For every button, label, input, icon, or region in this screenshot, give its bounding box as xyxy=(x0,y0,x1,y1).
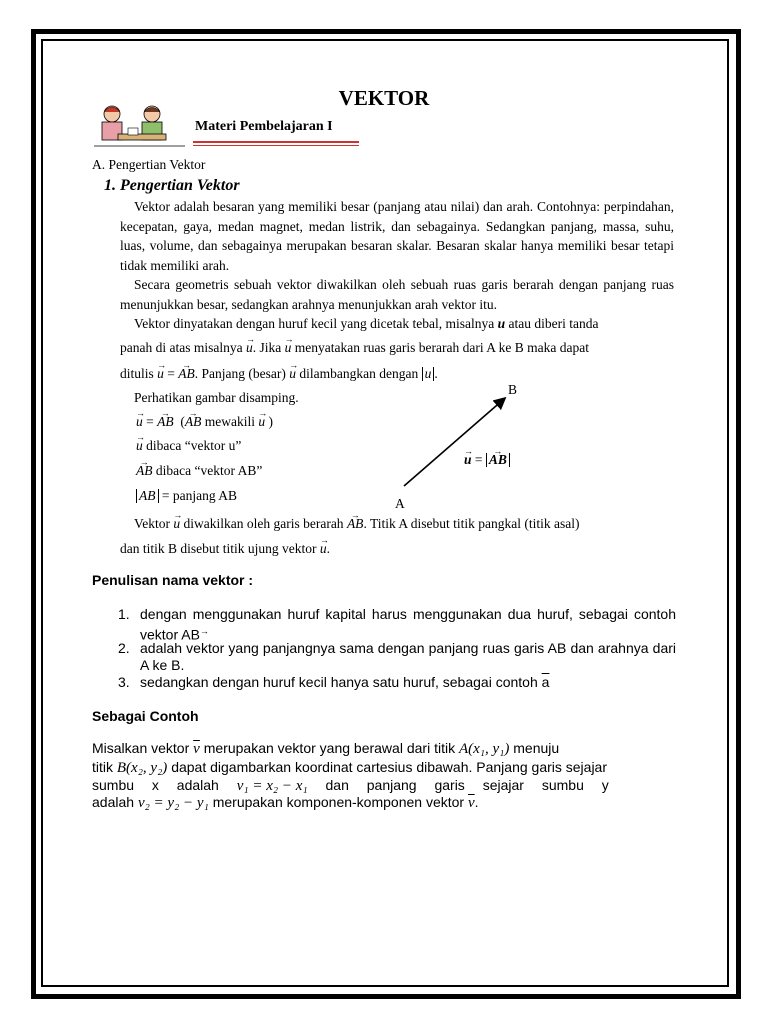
definition-line-2: → u dibaca “vektor u” xyxy=(136,436,241,456)
list-item: 1. dengan menggunakan huruf kapital harus menggunakan dua huruf, sebagai contoh vektor AB→ xyxy=(118,606,676,643)
instruction-text: Perhatikan gambar disamping. xyxy=(134,390,299,405)
list-item: 2. adalah vektor yang panjangnya sama dengan panjang ruas garis AB dan arahnya dari A ke B. xyxy=(118,640,676,673)
example-line-4: adalah v₂ = y₂ − y₁ merupakan komponen-komponen vektor $\overline{v}$. xyxy=(92,794,479,811)
paragraph-notation-line3: ditulis → u = → AB. Panjang (besar) → u dilambangkan dengan u . xyxy=(120,364,438,384)
definition-line-1: → u = → AB (→ AB mewakili → u ) xyxy=(136,412,273,432)
paragraph-notation-line2: panah di atas misalnya → u. Jika → u menyatakan ruas garis berarah dari A ke B maka dapat xyxy=(120,338,589,358)
magnitude-equation: → u = → AB xyxy=(464,450,510,470)
example-line-1: Misalkan vektor $\overline{v}$ merupakan vektor yang berawal dari titik A(x₁, y₁) menuju xyxy=(92,740,560,757)
students-clipart xyxy=(92,100,187,150)
paragraph-notation-line1: Vektor dinyatakan dengan huruf kecil yang dicetak tebal, misalnya u atau diberi tanda xyxy=(134,316,599,331)
definition-line-3: → AB dibaca “vektor AB” xyxy=(136,461,262,481)
point-a-label: A xyxy=(395,496,405,511)
example-line-3: sumbu x adalah v₁ = x₂ − x₁ dan panjang garis sejajar sumbu y xyxy=(92,777,609,794)
example-heading: Sebagai Contoh xyxy=(92,708,199,724)
subsection-heading: 1. Pengertian Vektor xyxy=(104,177,240,194)
vector-arrow xyxy=(404,399,504,486)
paragraph-endpoints-line2: dan titik B disebut titik ujung vektor → u. xyxy=(120,539,330,559)
definition-line-4: AB = panjang AB xyxy=(136,486,237,506)
point-b-label: B xyxy=(508,382,518,397)
heading-rule xyxy=(193,141,359,143)
page-title: VEKTOR xyxy=(338,86,430,110)
example-line-2: titik B(x₂, y₂) dapat digambarkan koordinat cartesius dibawah. Panjang garis sejajar xyxy=(92,759,608,776)
paragraph-endpoints-line1: Vektor → u diwakilkan oleh garis berarah → AB. Titik A disebut titik pangkal (titik asal) xyxy=(134,514,579,534)
materi-heading: Materi Pembelajaran I xyxy=(195,119,333,134)
paragraph-definition: Vektor adalah besaran yang memiliki besar (panjang atau nilai) dan arah. Contohnya: perpindahan, kecepatan, gaya, medan magnet, medan listrik, dan sebagainya. Sedangkan panjang, massa, suhu, luas, volume, dan sebagainya merupakan besaran skalar. Besaran skalar hanya memiliki besar tetapi tidak memiliki arah. xyxy=(120,199,674,273)
heading-rule-thin xyxy=(193,145,359,146)
section-heading: A. Pengertian Vektor xyxy=(92,157,206,172)
list-item: 3. sedangkan dengan huruf kecil hanya satu huruf, sebagai contoh $\overline{a}$ xyxy=(118,674,550,690)
naming-heading: Penulisan nama vektor : xyxy=(92,572,254,588)
paragraph-geometry: Secara geometris sebuah vektor diwakilkan oleh sebuah ruas garis berarah dengan panjang ruas menunjukkan besar, sedangkan arahnya menunjukkan arah vektor itu. xyxy=(120,277,674,312)
